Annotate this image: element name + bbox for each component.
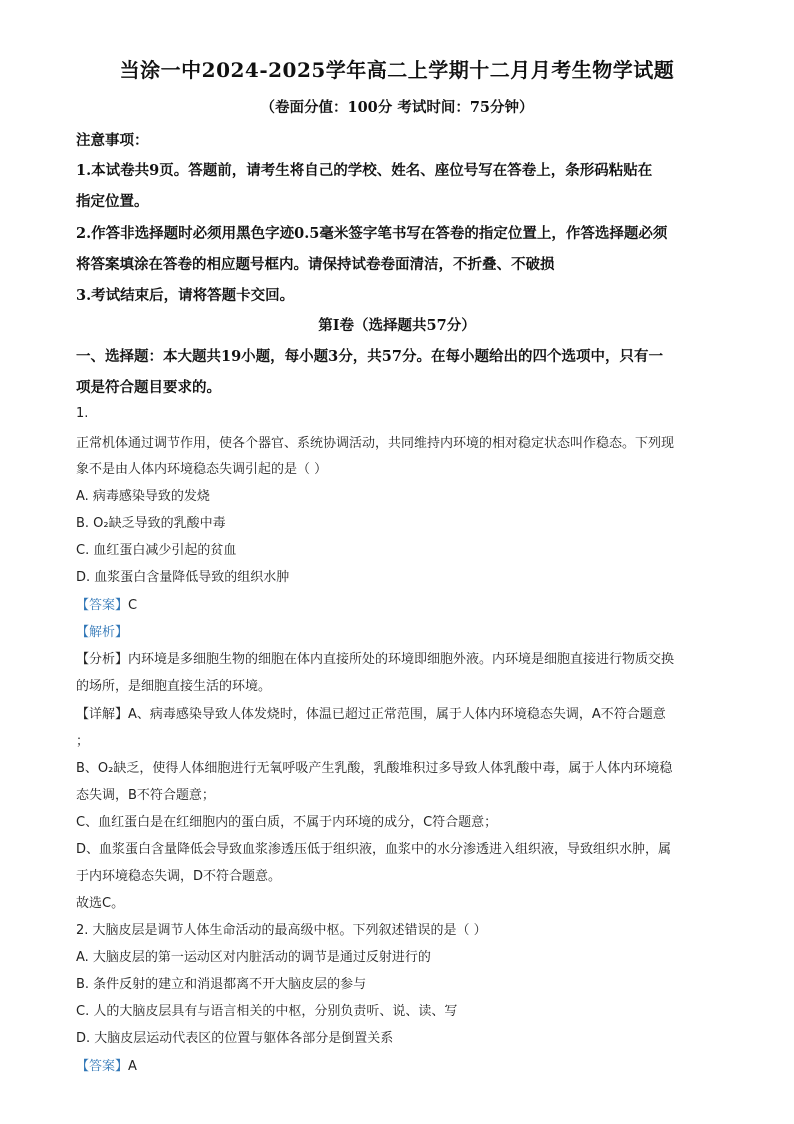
question-number: 1. <box>76 406 89 421</box>
q2-answer-tag: 【答案】 <box>76 1059 129 1074</box>
option-d: D. 血浆蛋白含量降低导致的组织水肿 <box>76 570 290 585</box>
exam-info: （卷面分值：100分 考试时间：75分钟） <box>260 99 534 116</box>
notice-item-2-cont: 将答案填涂在答卷的相应题号框内。请保持试卷卷面清洁，不折叠、不破损 <box>76 256 555 273</box>
xiangjie-d-cont: 于内环境稳态失调，D不符合题意。 <box>76 869 282 884</box>
page-title: 当涂一中2024-2025学年高二上学期十二月月考生物学试题 <box>119 58 675 82</box>
fenxi-text: 内环境是多细胞生物的细胞在体内直接所处的环境即细胞外液。内环境是细胞直接进行物质交换 <box>128 652 675 667</box>
option-b: B. O₂缺乏导致的乳酸中毒 <box>76 516 226 531</box>
xiangjie-b: B、O₂缺乏，使得人体细胞进行无氧呼吸产生乳酸，乳酸堆积过多导致人体乳酸中毒，属于人体内环境稳 <box>76 761 673 776</box>
q2-answer-line <box>76 1055 137 1074</box>
analysis-line <box>76 621 128 640</box>
q2-option-c: C. 人的大脑皮层具有与语言相关的中枢，分别负责听、说、读、写 <box>76 1004 458 1019</box>
xiangjie-c: C、血红蛋白是在红细胞内的蛋白质，不属于内环境的成分，C符合题意； <box>76 815 498 830</box>
xiangjie-b-cont: 态失调，B不符合题意； <box>76 788 215 803</box>
notice-item-2: 2.作答非选择题时必须用黑色字迹0.5毫米签字笔书写在答卷的指定位置上，作答选择题必须 <box>76 225 668 242</box>
answer-value: C <box>128 598 138 613</box>
answer-tag: 【答案】 <box>76 598 129 613</box>
xiangjie-tag: 【详解】 <box>76 707 129 722</box>
q2-option-a: A. 大脑皮层的第一运动区对内脏活动的调节是通过反射进行的 <box>76 950 431 965</box>
q2-option-d: D. 大脑皮层运动代表区的位置与躯体各部分是倒置关系 <box>76 1031 394 1046</box>
option-a: A. 病毒感染导致的发烧 <box>76 489 210 504</box>
section-title: 第Ⅰ卷（选择题共57分） <box>318 317 476 334</box>
section-instruction-cont: 项是符合题目要求的。 <box>76 379 221 396</box>
q2-option-b: B. 条件反射的建立和消退都离不开大脑皮层的参与 <box>76 977 367 992</box>
fenxi-line <box>76 648 674 667</box>
notice-heading: 注意事项： <box>76 132 149 149</box>
fenxi-line-cont: 的场所，是细胞直接生活的环境。 <box>76 679 272 694</box>
section-instruction: 一、选择题：本大题共19小题，每小题3分，共57分。在每小题给出的四个选项中，只有一 <box>76 348 663 365</box>
xiangjie-line <box>76 703 666 722</box>
question-stem-cont: 象不是由人体内环境稳态失调引起的是（ ） <box>76 462 328 477</box>
notice-item-1-cont: 指定位置。 <box>76 193 149 210</box>
xiangjie-d: D、血浆蛋白含量降低会导致血浆渗透压低于组织液，血浆中的水分渗透进入组织液，导致组织水肿，属 <box>76 842 672 857</box>
analysis-tag: 【解析】 <box>76 625 129 640</box>
question-stem: 正常机体通过调节作用，使各个器官、系统协调活动，共同维持内环境的相对稳定状态叫作稳态。下列现 <box>76 436 675 451</box>
notice-item-1: 1.本试卷共9页。答题前，请考生将自己的学校、姓名、座位号写在答卷上，条形码粘贴在 <box>76 162 653 179</box>
conclusion: 故选C。 <box>76 896 125 911</box>
q2-answer-value: A <box>128 1059 137 1074</box>
question-stem-2: 2. 大脑皮层是调节人体生命活动的最高级中枢。下列叙述错误的是（ ） <box>76 923 487 938</box>
xiangjie-a: A、病毒感染导致人体发烧时，体温已超过正常范围，属于人体内环境稳态失调，A不符合题意 <box>128 707 666 722</box>
answer-line <box>76 594 137 613</box>
fenxi-tag: 【分析】 <box>76 652 129 667</box>
notice-item-3: 3.考试结束后，请将答题卡交回。 <box>76 287 295 304</box>
xiangjie-a-cont: ； <box>76 734 90 749</box>
option-c: C. 血红蛋白减少引起的贫血 <box>76 543 237 558</box>
